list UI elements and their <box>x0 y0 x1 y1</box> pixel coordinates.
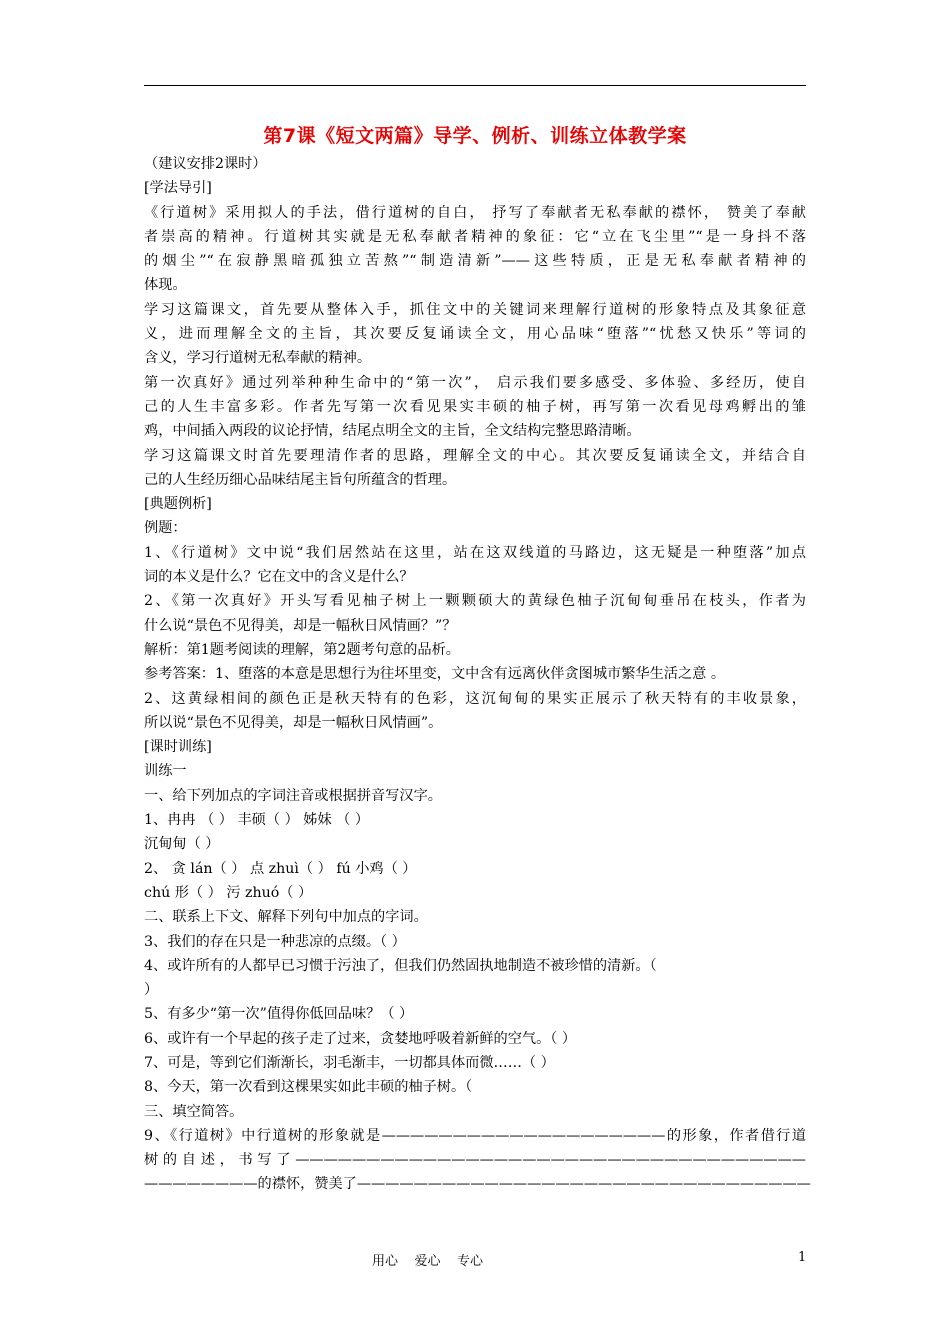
text-line: 《行道树》采用拟人的手法，借行道树的自白， 抒写了奉献者无私奉献的襟怀， 赞美了奉献 <box>144 204 806 221</box>
text-line: 例题： <box>144 520 187 537</box>
text-line: 1、冉冉 （ ） 丰硕（ ） 姊妹 （ ） <box>144 812 370 829</box>
text-line: 学习这篇课文，首先要从整体入手，抓住文中的关键词来理解行道树的形象特点及其象征意 <box>144 301 806 318</box>
text-line: （建议安排2课时） <box>144 156 267 172</box>
text-line: 体现。 <box>144 277 187 294</box>
text-line: 学习这篇课文时首先要理清作者的思路，理解全文的中心。其次要反复诵读全文，并结合自 <box>144 447 806 464</box>
text-line: 1、《行道树》文中说“我们居然站在这里，站在这双线道的马路边，这无疑是一种堕落”加点 <box>144 544 806 561</box>
text-line: 8、今天，第一次看到这棵果实如此丰硕的柚子树。（ <box>144 1079 473 1096</box>
text-line: 二、联系上下文、解释下列句中加点的字词。 <box>144 909 428 926</box>
text-line: 词的本义是什么？它在文中的含义是什么？ <box>144 569 414 586</box>
document-body <box>144 152 811 1197</box>
text-line: [课时训练] <box>144 739 212 756</box>
text-line: 的烟尘”“在寂静黑暗孤独立苦熬”“制造清新”——这些特质，正是无私奉献者精神的 <box>144 253 806 270</box>
text-line: 参考答案：1、堕落的本意是思想行为往坏里变，文中含有远离伙伴贪图城市繁华生活之意 。 <box>144 666 726 683</box>
page-title: 第7课《短文两篇》导学、例析、训练立体教学案 <box>263 125 687 147</box>
text-line: 7、可是，等到它们渐渐长，羽毛渐丰，一切都具体而微……（ ） <box>144 1054 555 1071</box>
text-line: 5、有多少“第一次”值得你低回品味？（ ） <box>144 1006 414 1023</box>
text-line: 6、或许有一个早起的孩子走了过来，贪婪地呼吸着新鲜的空气。（ ） <box>144 1030 577 1047</box>
text-line: 义，进而理解全文的主旨，其次要反复诵读全文，用心品味“堕落”“忧愁又快乐”等词的 <box>144 326 806 343</box>
text-line: 所以说“景色不见得美，却是一幅秋日风情画”。 <box>144 714 443 731</box>
text-line: [典题例析] <box>144 496 212 513</box>
text-line: 9、《行道树》中行道树的形象就是————————————————————的形象，作者借行道 <box>144 1127 806 1144</box>
text-line: [学法导引] <box>144 180 212 197</box>
text-line: chú 形（ ） 污 zhuó（ ） <box>144 884 313 901</box>
text-line: 2、 贪 lán（ ） 点 zhuì（ ） fú 小鸡（ ） <box>144 860 417 877</box>
header-rule <box>144 85 806 86</box>
text-line: 含义，学习行道树无私奉献的精神。 <box>144 350 372 367</box>
text-line: 鸡，中间插入两段的议论抒情，结尾点明全文的主旨，全文结构完整思路清晰。 <box>144 423 641 440</box>
text-line: 一、给下列加点的字词注音或根据拼音写汉字。 <box>144 787 442 804</box>
text-line: 3、我们的存在只是一种悲凉的点缀。（ ） <box>144 933 406 950</box>
text-line: 己的人生经历细心品味结尾主旨句所蕴含的哲理。 <box>144 471 457 488</box>
text-line: 者崇高的精神。行道树其实就是无私奉献者精神的象征：它“立在飞尘里”“是一身抖不落 <box>144 228 806 245</box>
text-line: 己的人生丰富多彩。作者先写第一次看见果实丰硕的柚子树，再写第一次看见母鸡孵出的雏 <box>144 398 806 415</box>
footer-motto: 用心 爱心 专心 <box>372 1254 484 1269</box>
text-line: 2、《第一次真好》开头写看见柚子树上一颗颗硕大的黄绿色柚子沉甸甸垂吊在枝头，作者为 <box>144 593 806 610</box>
text-line: 训练一 <box>144 763 187 780</box>
text-line: 2、这黄绿相间的颜色正是秋天特有的色彩，这沉甸甸的果实正展示了秋天特有的丰收景象， <box>144 690 806 707</box>
text-line: 第一次真好》通过列举种种生命中的“第一次”， 启示我们要多感受、多体验、多经历，使自 <box>144 374 806 391</box>
text-line: ————————的襟怀，赞美了———————————————————————————————— <box>144 1176 811 1193</box>
text-line: 4、或许所有的人都早已习惯于污浊了，但我们仍然固执地制造不被珍惜的清新。（ <box>144 957 657 974</box>
text-line: 解析：第1题考阅读的理解，第2题考句意的品析。 <box>144 641 460 658</box>
text-line: 什么说“景色不见得美，却是一幅秋日风情画？”？ <box>144 617 457 634</box>
text-line: 树的自述，书写了———————————————————————————————————— <box>144 1152 806 1169</box>
text-line: 三、填空简答。 <box>144 1103 244 1120</box>
text-line: ） <box>144 982 159 999</box>
text-line: 沉甸甸（ ） <box>144 836 220 853</box>
page-number: 1 <box>798 1250 807 1265</box>
